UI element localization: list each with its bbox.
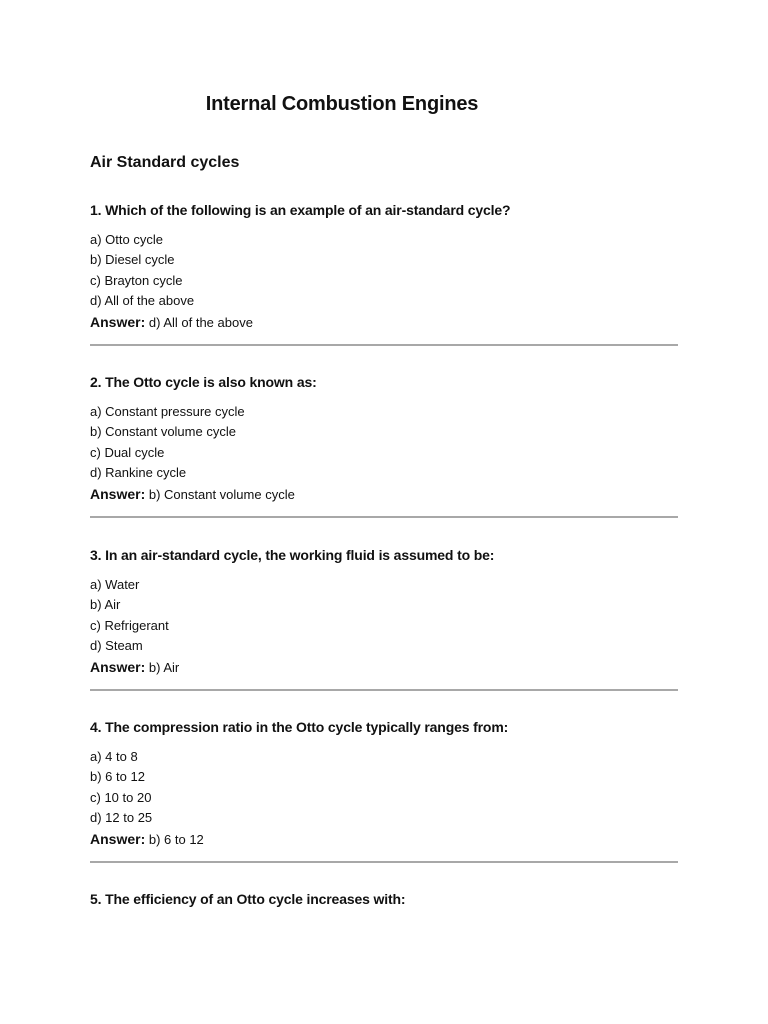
answer-value: b) Air <box>148 659 180 675</box>
option-b: b) Air <box>90 597 121 613</box>
question-divider <box>90 689 678 691</box>
option-d: d) 12 to 25 <box>90 810 153 826</box>
question-divider <box>90 516 678 518</box>
question-4 <box>90 718 678 850</box>
question-text: 2. The Otto cycle is also known as: <box>90 374 317 390</box>
option-d: d) Steam <box>90 638 143 654</box>
option-d: d) Rankine cycle <box>90 465 187 481</box>
option-c: c) Dual cycle <box>90 444 165 460</box>
answer-line <box>90 829 678 850</box>
answer-value: b) Constant volume cycle <box>148 486 295 502</box>
option-a: a) Constant pressure cycle <box>90 404 245 419</box>
question-5 <box>90 890 678 919</box>
answer-line <box>90 657 678 678</box>
answer-label: Answer: <box>90 658 146 675</box>
answer-value: d) All of the above <box>148 314 253 330</box>
question-divider <box>90 861 678 863</box>
question-1 <box>90 201 678 333</box>
answer-value: b) 6 to 12 <box>148 831 204 847</box>
answer-line <box>90 484 678 505</box>
option-b: b) Constant volume cycle <box>90 424 236 440</box>
answer-label: Answer: <box>90 485 146 502</box>
option-b: b) Diesel cycle <box>90 252 175 268</box>
question-text: 4. The compression ratio in the Otto cycle typically ranges from: <box>90 719 509 735</box>
option-b: b) 6 to 12 <box>90 769 145 785</box>
section-title: Air Standard cycles <box>90 154 240 171</box>
answer-label: Answer: <box>90 830 146 847</box>
answer-line <box>90 312 678 333</box>
question-2 <box>90 373 678 505</box>
question-divider <box>90 344 678 346</box>
option-a: a) 4 to 8 <box>90 749 138 764</box>
option-c: c) Brayton cycle <box>90 272 183 288</box>
question-3 <box>90 546 678 678</box>
option-a: a) Water <box>90 577 140 592</box>
question-text: 5. The efficiency of an Otto cycle increases with: <box>90 891 406 907</box>
option-c: c) Refrigerant <box>90 617 169 633</box>
option-a: a) Otto cycle <box>90 232 163 247</box>
option-c: c) 10 to 20 <box>90 789 152 805</box>
question-text: 3. In an air-standard cycle, the working fluid is assumed to be: <box>90 547 495 563</box>
option-d: d) All of the above <box>90 293 195 309</box>
answer-label: Answer: <box>90 313 146 330</box>
question-text: 1. Which of the following is an example of an air-standard cycle? <box>90 202 511 218</box>
document-title: Internal Combustion Engines <box>205 93 479 115</box>
